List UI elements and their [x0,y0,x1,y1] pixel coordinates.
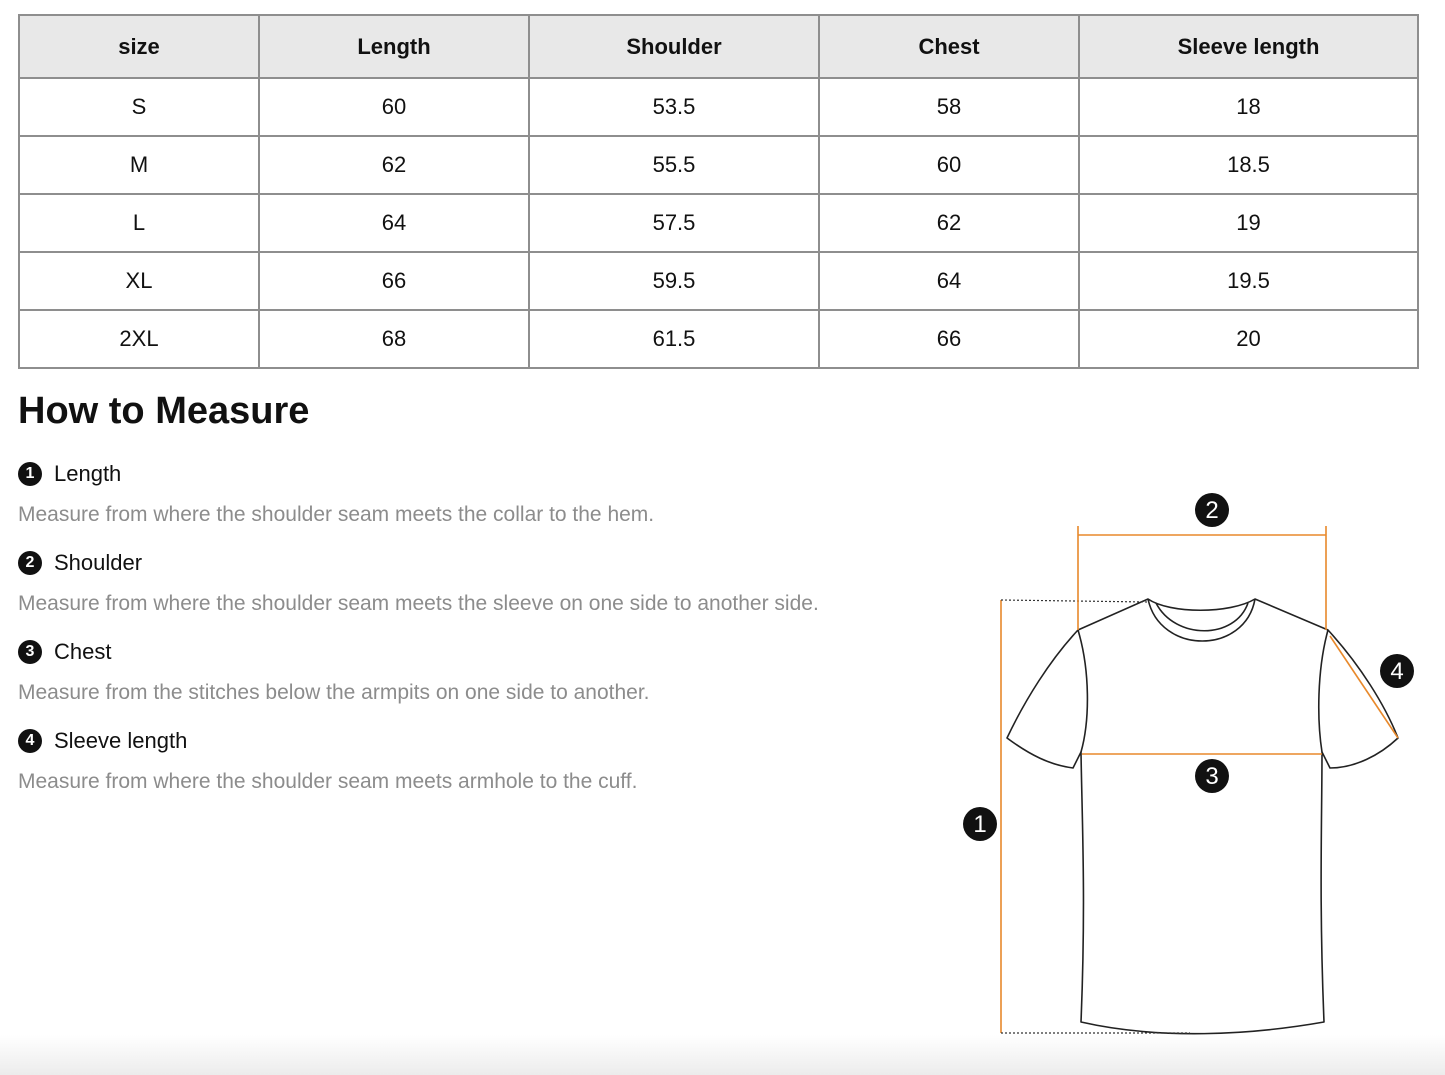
cell-chest: 66 [819,310,1079,368]
step-description: Measure from where the shoulder seam meets the sleeve on one side to another side. [18,592,819,615]
step-label: Shoulder [54,550,143,575]
cell-chest: 62 [819,194,1079,252]
header-sleeve-length: Sleeve length [1079,15,1418,78]
cell-shoulder: 61.5 [529,310,819,368]
t-shirt-icon [1007,599,1398,1034]
number-4-icon: 4 [18,729,42,753]
step-description: Measure from where the shoulder seam meets armhole to the cuff. [18,770,638,793]
table-row [19,252,1418,310]
cell-sleeve-length: 18 [1079,78,1418,136]
step-label: Length [54,461,122,486]
cell-size: L [19,194,259,252]
cell-sleeve-length: 20 [1079,310,1418,368]
step-label: Chest [54,639,112,664]
step-label: Sleeve length [54,728,188,753]
measure-step-shoulder [18,548,819,616]
header-shoulder: Shoulder [529,15,819,78]
cell-sleeve-length: 19.5 [1079,252,1418,310]
cell-shoulder: 59.5 [529,252,819,310]
step-description: Measure from the stitches below the armpits on one side to another. [18,681,650,704]
table-row [19,310,1418,368]
measure-step-sleeve-length [18,726,637,794]
cell-sleeve-length: 19 [1079,194,1418,252]
cell-length: 62 [259,136,529,194]
cell-shoulder: 53.5 [529,78,819,136]
sleeve-measure-line [1330,636,1398,738]
svg-text:3: 3 [1205,763,1219,790]
number-2-icon: 2 [18,551,42,575]
measure-step-chest [18,637,650,705]
svg-text:1: 1 [973,811,987,838]
cell-shoulder: 57.5 [529,194,819,252]
cell-size: M [19,136,259,194]
svg-text:2: 2 [1205,497,1219,524]
bottom-fade [0,1035,1445,1075]
step-description: Measure from where the shoulder seam meets the collar to the hem. [18,503,655,526]
cell-length: 60 [259,78,529,136]
table-row [19,78,1418,136]
cell-chest: 58 [819,78,1079,136]
how-to-measure-title: How to Measure [18,390,310,432]
cell-length: 64 [259,194,529,252]
cell-size: 2XL [19,310,259,368]
cell-size: XL [19,252,259,310]
number-3-icon: 3 [18,640,42,664]
cell-chest: 60 [819,136,1079,194]
measure-step-length [18,459,654,527]
svg-text:4: 4 [1390,658,1404,685]
table-row [19,136,1418,194]
cell-sleeve-length: 18.5 [1079,136,1418,194]
cell-chest: 64 [819,252,1079,310]
table-row [19,194,1418,252]
marker-1-icon [963,807,997,841]
header-size: size [19,15,259,78]
cell-size: S [19,78,259,136]
header-length: Length [259,15,529,78]
table-header-row [19,15,1418,78]
marker-4-icon [1380,654,1414,688]
cell-length: 66 [259,252,529,310]
size-chart-table [18,14,1419,369]
cell-length: 68 [259,310,529,368]
number-1-icon: 1 [18,462,42,486]
marker-3-icon [1195,759,1229,793]
marker-2-icon [1195,493,1229,527]
length-top-guide [1001,600,1148,602]
t-shirt-measurement-diagram [940,480,1440,1050]
cell-shoulder: 55.5 [529,136,819,194]
header-chest: Chest [819,15,1079,78]
